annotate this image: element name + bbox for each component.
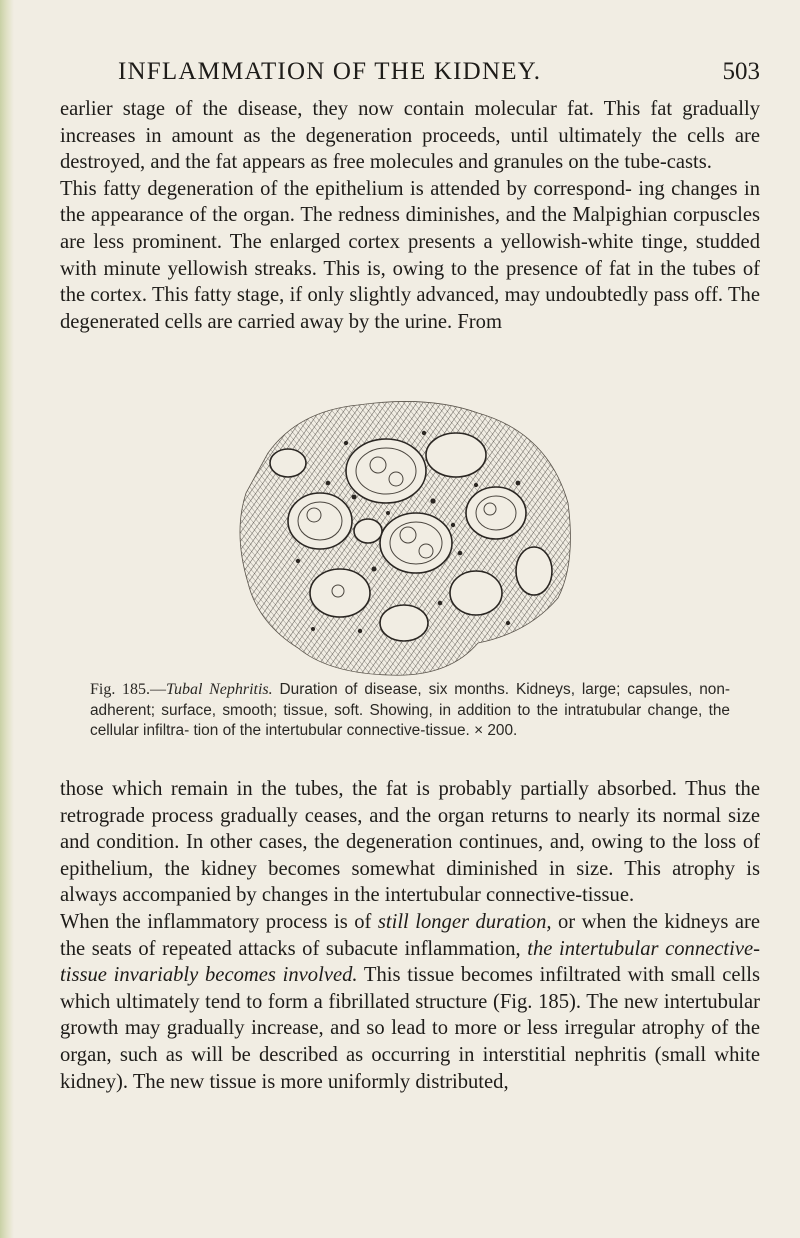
paragraph-1: earlier stage of the disease, they now contain molecular fat. This fat gradually increases in amount as the degeneration proceeds, until ultimately the cells are destroyed, and the fat appears as free molecules and granules on the tube-casts.	[60, 98, 760, 174]
paragraph-2: This fatty degeneration of the epithelium is attended by correspond- ing changes in the appearance of the organ. The redness diminishes, and the Malpighian corpuscles are less prominent. The enlarged cortex presents a yellowish-white tinge, studded with minute yellowish streaks. This is, owing to the presence of fat in the tubes of the cortex. This fatty stage, if only slightly advanced, may undoubtedly pass off. The degenerated cells are carried away by the urine. From	[60, 177, 760, 333]
paragraph-4-emphasis-2: the intertubular connective-tissue invariably becomes involved.	[60, 937, 761, 987]
body-text-bottom	[60, 776, 760, 1095]
figure-caption	[90, 680, 730, 742]
paragraph-3: those which remain in the tubes, the fat is probably partially absorbed. Thus the retrograde process gradually ceases, and the organ returns to nearly its normal size and condition. In other cases, the degeneration continues, and, owing to the loss of epithelium, the kidney becomes somewhat diminished in size. This atrophy is always accompanied by changes in the intertubular connective-tissue.	[60, 778, 760, 907]
paragraph-4-emphasis-1: still longer duration,	[377, 910, 552, 933]
figure-label: Fig. 185.—	[90, 681, 166, 698]
paragraph-4-middle: or when the kidneys are the seats of repeated attacks of subacute inflammation,	[60, 910, 760, 960]
figure-title: Tubal Nephritis.	[165, 681, 273, 698]
figure-description: Duration of disease, six months. Kidneys, large; capsules, non-adherent; surface, smooth; tissue, soft. Showing, in addition to the intratubular change, the cellular infiltra- tion of the intertubular connective-tissue. × 200.	[90, 681, 731, 739]
paragraph-4	[60, 909, 760, 1095]
page-edge-shadow	[0, 0, 14, 1238]
body-text-top	[60, 96, 760, 335]
running-header-title: INFLAMMATION OF THE KIDNEY.	[118, 58, 542, 85]
paragraph-4-end: This tissue becomes infiltrated with small cells which ultimately tend to form a fibrillated structure (Fig. 185). The new intertubular growth may gradually increase, and so lead to more or less irregular atrophy of the organ, such as will be described as occurring in interstitial nephritis (small white kidney). The new tissue is more uniformly distributed,	[60, 964, 760, 1093]
tubal-nephritis-illustration	[228, 393, 576, 678]
paragraph-4-start: When the inflammatory process is of	[60, 910, 378, 933]
page-number: 503	[722, 58, 760, 85]
figure-185-micrograph	[228, 393, 576, 678]
running-header	[60, 58, 760, 88]
